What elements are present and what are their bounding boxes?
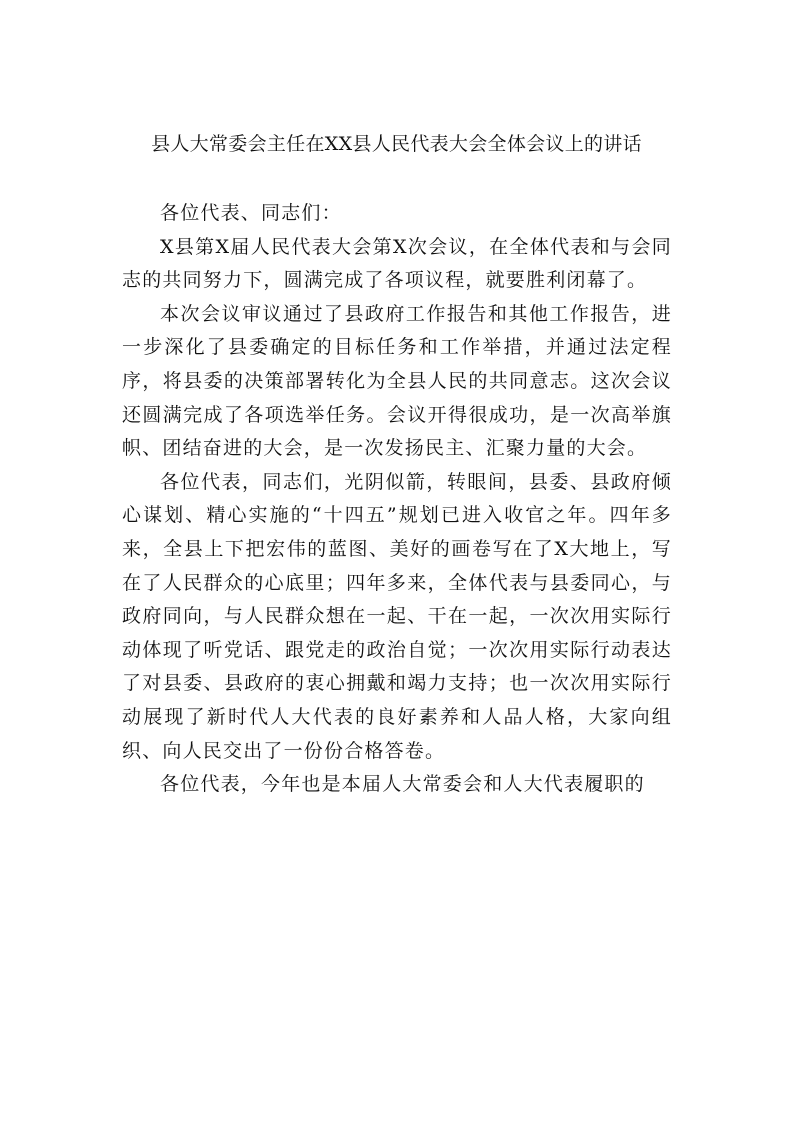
paragraph: 各位代表，同志们，光阴似箭，转眼间，县委、县政府倾心谋划、精心实施的“十四五”规划已进入收官之年。四年多来，全县上下把宏伟的蓝图、美好的画卷写在了X大地上，写在了人民群众的心底里；四年多来，全体代表与县委同心，与政府同向，与人民群众想在一起、干在一起，一次次用实际行动体现了听党话、跟党走的政治自觉；一次次用实际行动表达了对县委、县政府的衷心拥戴和竭力支持；也一次次用实际行动展现了新时代人大代表的良好素养和人品人格，大家向组织、向人民交出了一份份合格答卷。 (122, 470, 672, 762)
document-title: 县人大常委会主任在XX县人民代表大会全体会议上的讲话 (151, 133, 642, 155)
paragraph: 各位代表，今年也是本届人大常委会和人大代表履职的 (160, 773, 645, 796)
paragraph: 本次会议审议通过了县政府工作报告和其他工作报告，进一步深化了县委确定的目标任务和工作举措，并通过法定程序，将县委的决策部署转化为全县人民的共同意志。这次会议还圆满完成了各项选举任务。会议开得很成功，是一次高举旗帜、团结奋进的大会，是一次发扬民主、汇聚力量的大会。 (122, 302, 672, 460)
document-body (122, 197, 672, 802)
paragraph-salutation: 各位代表、同志们： (160, 202, 342, 224)
paragraph: X县第X届人民代表大会第X次会议，在全体代表和与会同志的共同努力下，圆满完成了各项议程，就要胜利闭幕了。 (122, 235, 672, 292)
